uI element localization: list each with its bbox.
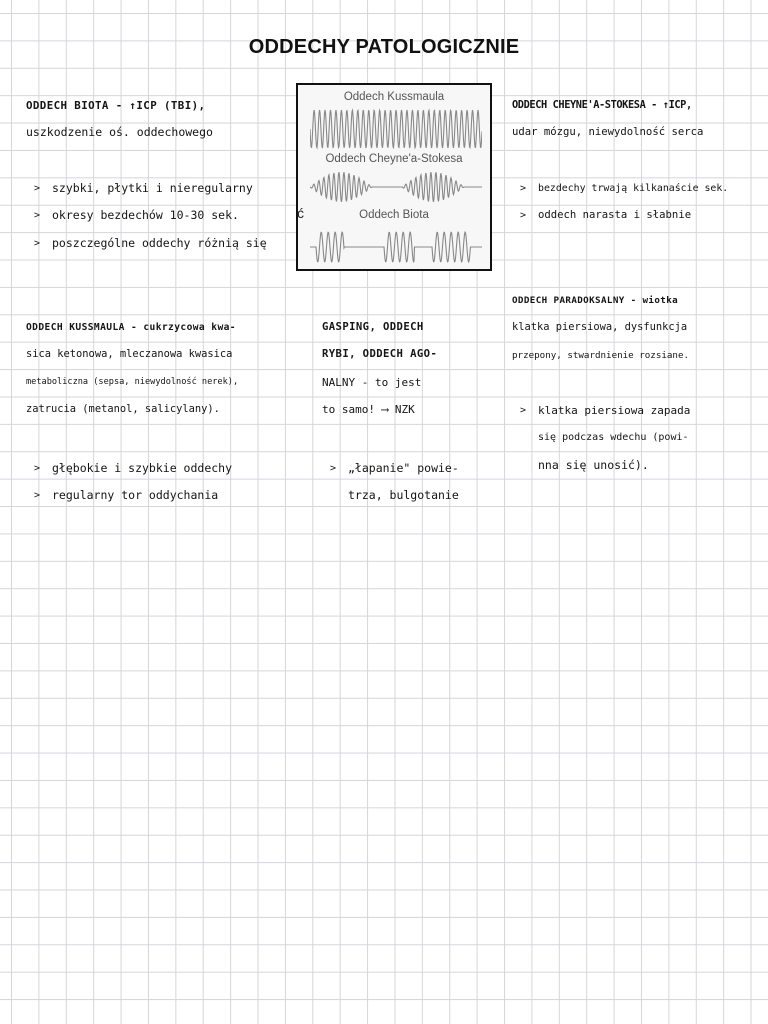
list-item: > poszczególne oddechy różnią się (26, 230, 267, 257)
biot-bullets (26, 175, 267, 257)
note-line: zatrucia (metanol, salicylany). (26, 403, 220, 416)
bullet-mark: > (34, 237, 41, 249)
bullet-mark: > (520, 405, 527, 416)
gasping-bullets (322, 455, 459, 510)
note-line: sica ketonowa, mleczanowa kwasica (26, 348, 233, 361)
note-heading: ODDECH CHEYNE'A-STOKESA - ↑ICP, (512, 99, 692, 111)
list-item: > szybki, płytki i nieregularny (26, 175, 267, 202)
kussmaul-bullets (26, 455, 232, 510)
list-item: > klatka piersiowa zapada (512, 397, 690, 424)
stray-mark: ć (297, 205, 304, 221)
breathing-patterns-figure (296, 83, 492, 271)
bullet-mark: > (34, 210, 41, 222)
note-heading: ODDECH PARADOKSALNY - wiotka (512, 295, 679, 306)
list-item: trza, bulgotanie (348, 488, 459, 503)
bullet-mark: > (520, 183, 527, 194)
figure-label-kussmaul: Oddech Kussmaula (343, 91, 445, 103)
note-heading: ODDECH KUSSMAULA - cukrzycowa kwa- (26, 322, 236, 333)
page-title: ODDECHY PATOLOGICZNIE (248, 36, 520, 58)
note-line: RYBI, ODDECH AGO- (322, 348, 438, 361)
note-cheyne-stokes (512, 92, 703, 147)
list-item: > okresy bezdechów 10-30 sek. (26, 202, 267, 229)
note-line: to samo! ⟶ NZK (322, 403, 415, 417)
note-biot (26, 92, 213, 147)
note-heading: ODDECH BIOTA - ↑ICP (TBI), (26, 99, 206, 112)
list-item: > regularny tor oddychania (26, 482, 232, 509)
figure-label-cheyne-stokes: Oddech Cheyne'a-Stokesa (325, 153, 463, 165)
figure-label-biot: Oddech Biota (359, 209, 429, 221)
note-heading: GASPING, ODDECH (322, 321, 424, 333)
note-paradoxical (512, 287, 689, 369)
bullet-mark: > (330, 463, 337, 474)
list-item: się podczas wdechu (powi- (538, 432, 689, 444)
bullet-mark: > (34, 490, 41, 502)
list-item: > „łapanie" powie- (322, 455, 459, 482)
list-item: > oddech narasta i słabnie (512, 202, 728, 229)
biot-waveform (310, 229, 482, 265)
bullet-mark: > (520, 210, 527, 222)
note-kussmaul (26, 314, 238, 424)
bullet-mark: > (34, 183, 41, 194)
note-line: przepony, stwardnienie rozsiane. (512, 349, 690, 361)
cheyne-stokes-bullets (512, 175, 728, 230)
kussmaul-waveform (310, 107, 482, 151)
list-item: > bezdechy trwają kilkanaście sek. (512, 175, 728, 202)
bullet-mark: > (34, 463, 41, 474)
note-line: klatka piersiowa, dysfunkcja (512, 321, 688, 334)
note-line: udar mózgu, niewydolność serca (512, 126, 704, 139)
note-gasping (322, 314, 437, 424)
list-item: > głębokie i szybkie oddechy (26, 455, 232, 482)
note-line: NALNY - to jest (322, 375, 422, 389)
note-line: metaboliczna (sepsa, niewydolność nerek), (26, 376, 239, 387)
list-item: nna się unosić). (538, 457, 649, 472)
note-line: uszkodzenie oś. oddechowego (26, 125, 213, 140)
paradoxical-bullets (512, 397, 690, 479)
cheyne-stokes-waveform (310, 169, 482, 205)
